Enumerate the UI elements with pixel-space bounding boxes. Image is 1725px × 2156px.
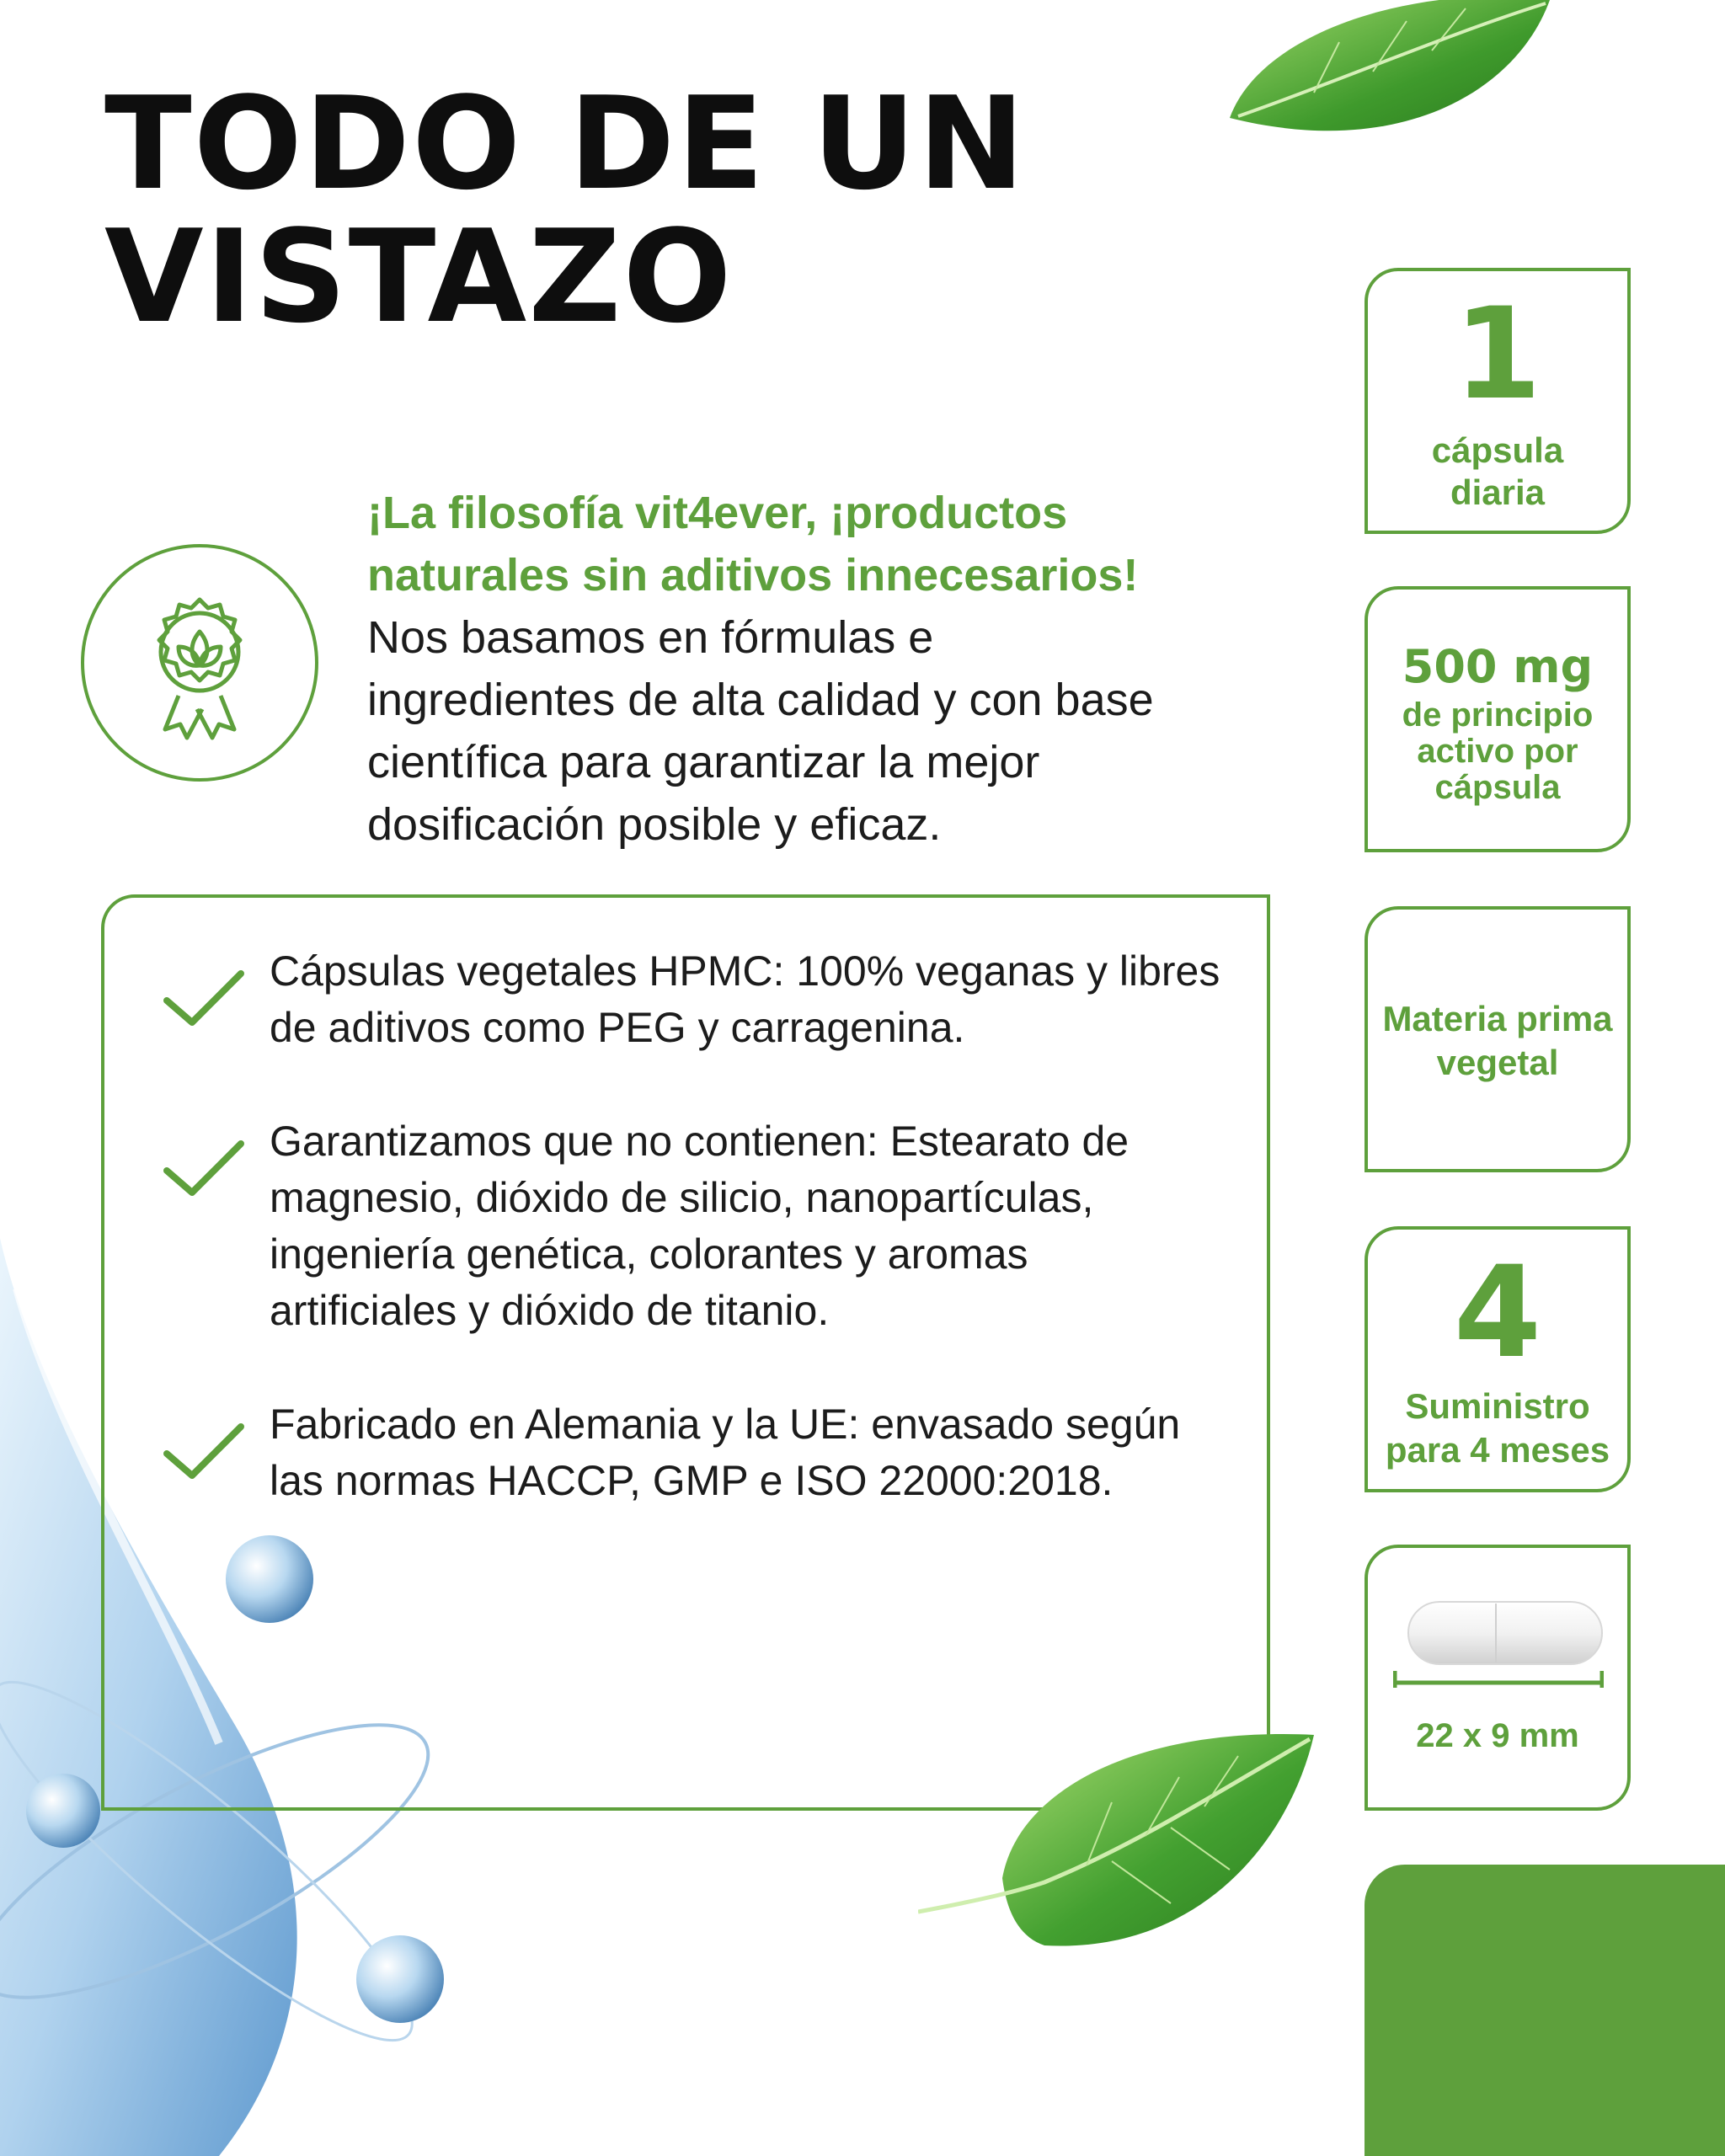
capsule-icon bbox=[1393, 1595, 1604, 1688]
card-material bbox=[1365, 906, 1631, 1172]
philosophy-heading bbox=[367, 482, 1193, 606]
philosophy-body: Nos basamos en fórmulas e ingredientes de alta calidad y con base científica para garantizar la mejor dosificación posible y eficaz. bbox=[367, 612, 1154, 850]
supply-number: 4 bbox=[1453, 1240, 1542, 1386]
dose-label: de principio activo por cápsula bbox=[1402, 696, 1594, 806]
philosophy-section bbox=[367, 482, 1193, 856]
check-icon bbox=[162, 1422, 246, 1481]
dose-value: 500 mg bbox=[1402, 640, 1594, 693]
quality-badge-icon bbox=[81, 544, 318, 782]
card-dose bbox=[1365, 586, 1631, 852]
card-daily-capsule bbox=[1365, 268, 1631, 534]
daily-capsule-number: 1 bbox=[1453, 281, 1542, 428]
feature-text: Cápsulas vegetales HPMC: 100% veganas y libres de aditivos como PEG y carragenina. bbox=[270, 947, 1220, 1051]
card-supply bbox=[1365, 1226, 1631, 1492]
philosophy-heading-line-1: ¡La filosofía vit4ever, ¡productos bbox=[367, 488, 1068, 538]
material-label: Materia prima vegetal bbox=[1382, 999, 1613, 1082]
card-capsule-size bbox=[1365, 1545, 1631, 1811]
features-box bbox=[101, 894, 1270, 1811]
check-icon bbox=[162, 969, 246, 1027]
page-title bbox=[104, 69, 1027, 351]
daily-capsule-label: cápsula diaria bbox=[1431, 430, 1564, 512]
feature-text: Garantizamos que no contienen: Estearato de magnesio, dióxido de silicio, nanopartículas, ingeniería genética, colorantes y aromas artificiales y dióxido de titanio. bbox=[270, 1118, 1130, 1334]
page-title-line-2: VISTAZO bbox=[104, 202, 734, 351]
page-title-line-1: TODO DE UN bbox=[104, 69, 1027, 218]
feature-text: Fabricado en Alemania y la UE: envasado según las normas HACCP, GMP e ISO 22000:2018. bbox=[270, 1401, 1181, 1504]
leaf-icon bbox=[918, 1710, 1322, 1962]
leaf-icon bbox=[1213, 0, 1567, 160]
supply-label: Suministro para 4 meses bbox=[1385, 1386, 1610, 1470]
green-accent-panel bbox=[1365, 1865, 1725, 2156]
capsule-size-label: 22 x 9 mm bbox=[1416, 1717, 1579, 1754]
philosophy-heading-line-2: naturales sin aditivos innecesarios! bbox=[367, 550, 1139, 600]
check-icon bbox=[162, 1139, 246, 1198]
